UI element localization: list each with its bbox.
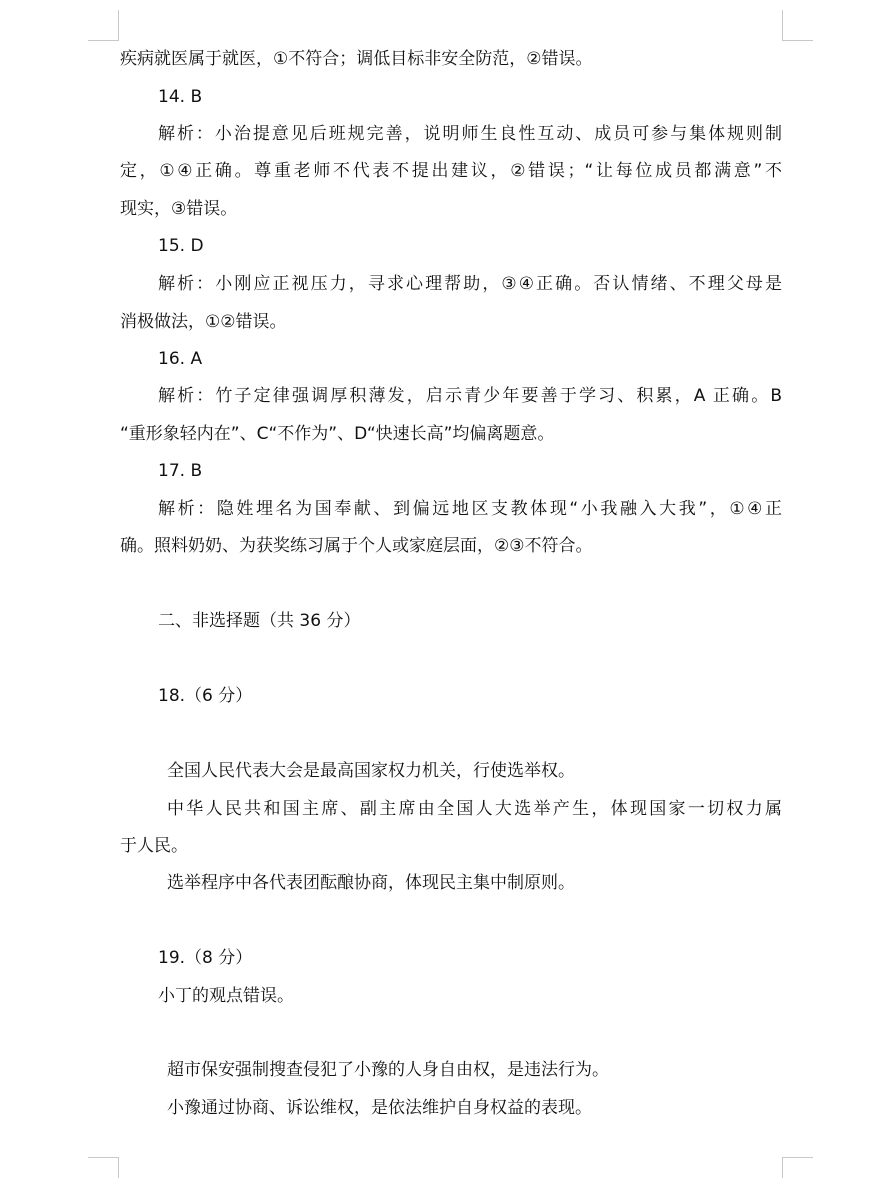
question-number: 14. B bbox=[158, 87, 203, 107]
text-line: 确。照料奶奶、为获奖练习属于个人或家庭层面，②③不符合。 bbox=[120, 536, 593, 556]
answer-point: 全国人民代表大会是最高国家权力机关，行使选举权。 bbox=[167, 761, 575, 781]
page-corner-mark-bottom-right bbox=[782, 1157, 813, 1178]
page-corner-mark-top-right bbox=[782, 10, 813, 41]
analysis-line: 解析：小刚应正视压力，寻求心理帮助，③④正确。否认情绪、不理父母是 bbox=[158, 274, 782, 294]
text-line: 现实，③错误。 bbox=[120, 199, 238, 219]
question-number: 17. B bbox=[158, 461, 203, 481]
answer-point: 选举程序中各代表团酝酿协商，体现民主集中制原则。 bbox=[167, 873, 575, 893]
text-line: 定，①④正确。尊重老师不代表不提出建议，②错误；“让每位成员都满意”不 bbox=[120, 161, 782, 181]
page-corner-mark-bottom-left bbox=[88, 1157, 119, 1178]
answer-point: 超市保安强制搜查侵犯了小豫的人身自由权，是违法行为。 bbox=[167, 1060, 609, 1080]
question-number: 15. D bbox=[158, 236, 204, 256]
analysis-line: 解析：竹子定律强调厚积薄发，启示青少年要善于学习、积累，A 正确。B bbox=[158, 386, 782, 406]
analysis-line: 解析：小治提意见后班规完善，说明师生良性互动、成员可参与集体规则制 bbox=[158, 124, 782, 144]
question-number: 18.（6 分） bbox=[158, 686, 253, 706]
analysis-line: 解析：隐姓埋名为国奉献、到偏远地区支教体现“小我融入大我”，①④正 bbox=[158, 499, 782, 519]
answer-point: 小豫通过协商、诉讼维权，是依法维护自身权益的表现。 bbox=[167, 1098, 592, 1118]
question-number: 19.（8 分） bbox=[158, 948, 253, 968]
answer-point: 小丁的观点错误。 bbox=[158, 986, 294, 1006]
text-line: 疾病就医属于就医，①不符合；调低目标非安全防范，②错误。 bbox=[120, 49, 593, 69]
text-line: “重形象轻内在”、C“不作为”、D“快速长高”均偏离题意。 bbox=[120, 424, 555, 444]
section-heading: 二、非选择题（共 36 分） bbox=[158, 611, 361, 631]
question-number: 16. A bbox=[158, 349, 203, 369]
page-corner-mark-top-left bbox=[88, 10, 119, 41]
text-line: 消极做法，①②错误。 bbox=[120, 312, 287, 332]
text-line: 于人民。 bbox=[120, 836, 188, 856]
answer-point: 中华人民共和国主席、副主席由全国人大选举产生，体现国家一切权力属 bbox=[167, 799, 782, 819]
